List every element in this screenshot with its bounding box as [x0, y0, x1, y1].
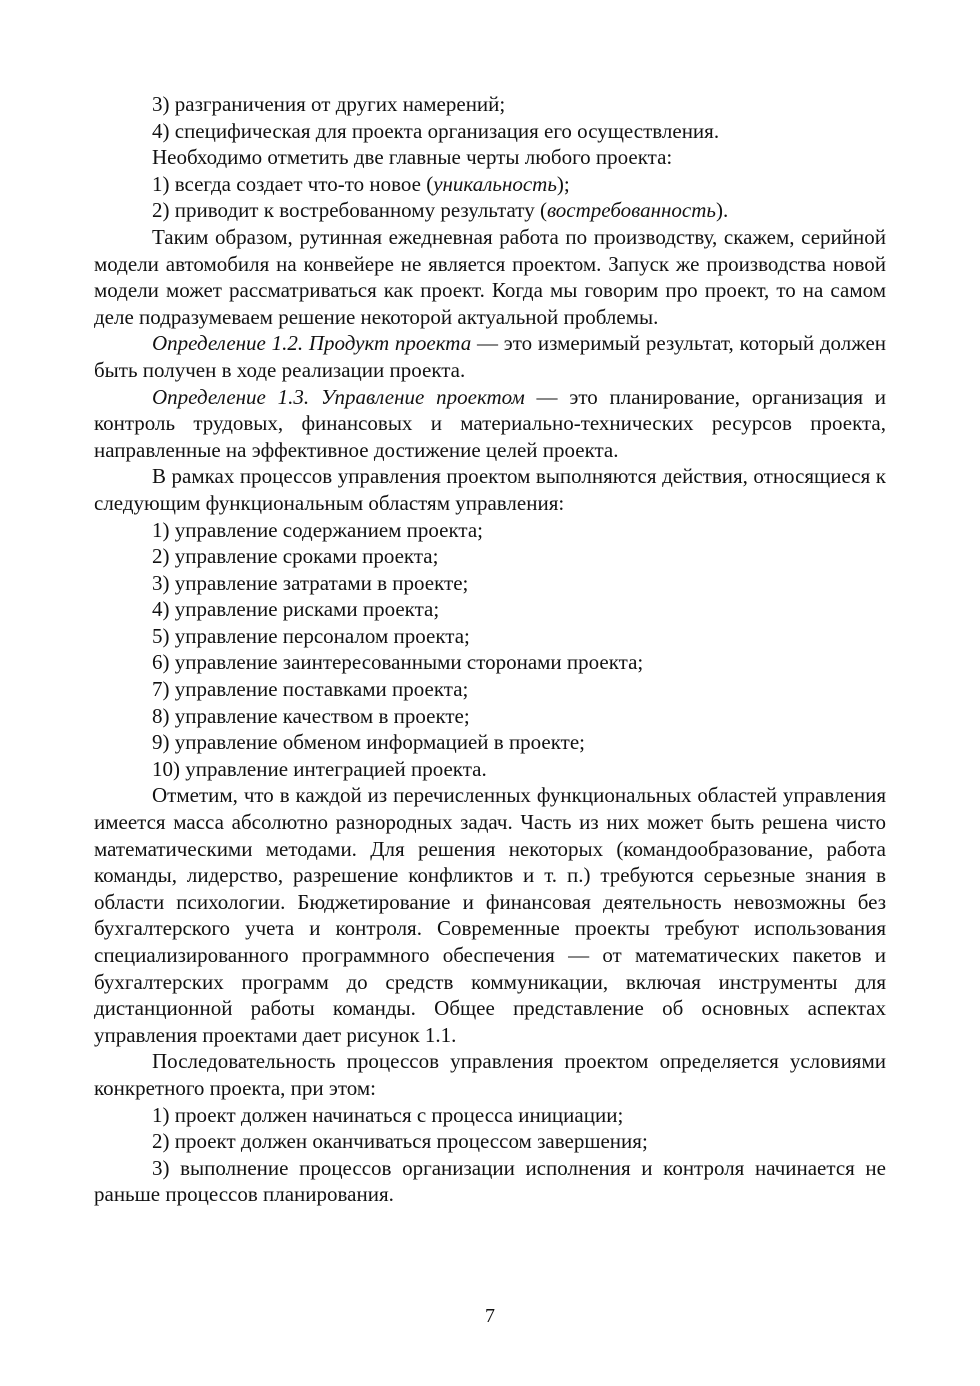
paragraph-sequence-intro: Последовательность процессов управления проектом определяется условиями конкретного проекта, при этом:: [94, 1049, 886, 1100]
list-item: 2) управление сроками проекта;: [152, 544, 439, 569]
definition-1-2: Определение 1.2. Продукт проекта — это измеримый результат, который должен быть получен в ходе реализации проекта.: [94, 331, 887, 382]
list-item: 4) специфическая для проекта организация его осуществления.: [152, 118, 720, 143]
paragraph-areas-intro: В рамках процессов управления проектом выполняются действия, относящиеся к следующим функциональным областям управления:: [94, 464, 886, 515]
list-item: 9) управление обменом информацией в проекте;: [152, 730, 586, 755]
list-item: 7) управление поставками проекта;: [152, 677, 469, 702]
list-item: 2) проект должен оканчиваться процессом завершения;: [152, 1129, 648, 1154]
page-body: [94, 91, 886, 1208]
definition-term: Определение 1.2. Продукт проекта: [152, 331, 472, 356]
list-item: 3) управление затратами в проекте;: [152, 570, 469, 595]
list-item: 1) управление содержанием проекта;: [152, 517, 484, 542]
term-demand: востребованность: [546, 198, 716, 223]
paragraph-routine: Таким образом, рутинная ежедневная работа по производству, скажем, серийной модели автомобиля на конвейере не является проектом. Запуск же производства новой модели может рассматриваться как проект. Когда мы говорим про проект, то на самом деле подразумеваем решение некоторой актуальной проблемы.: [94, 224, 886, 329]
paragraph-tasks: Отметим, что в каждой из перечисленных функциональных областей управления имеется масса абсолютно разнородных задач. Часть из них может быть решена чисто математическими методами. Для решения некоторых (командообразование, работа команды, лидерство, разрешение конфликтов и т. п.) требуются серьезные знания в области психологии. Бюджетирование и финансовая деятельность невозможны без бухгалтерского учета и контроля. Современные проекты требуют использования специализированного программного обеспечения — от математических пакетов и бухгалтерских программ до средств коммуникации, включая инструменты для дистанционной работы команды. Общее представление об основных аспектах управления проектами дает рисунок 1.1.: [94, 783, 886, 1047]
definition-1-3: Определение 1.3. Управление проектом — это планирование, организация и контроль трудовых, финансовых и материально-технических ресурсов проекта, направленные на эффективное достижение целей проекта.: [94, 384, 886, 462]
list-item: 6) управление заинтересованными сторонами проекта;: [152, 650, 644, 675]
page-number: 7: [485, 1305, 495, 1327]
list-item: 10) управление интеграцией проекта.: [152, 756, 487, 781]
list-item: 3) разграничения от других намерений;: [152, 92, 506, 116]
term-uniqueness: уникальность: [433, 171, 557, 196]
list-item: 5) управление персоналом проекта;: [152, 623, 470, 648]
list-item: 3) выполнение процессов организации исполнения и контроля начинается не раньше процессов планирования.: [94, 1155, 886, 1207]
list-item: 8) управление качеством в проекте;: [152, 703, 470, 728]
list-item: 4) управление рисками проекта;: [152, 597, 440, 622]
feature-item-1: 1) всегда создает что-то новое (уникальность);: [152, 171, 570, 196]
features-intro: Необходимо отметить две главные черты любого проекта:: [152, 145, 673, 170]
definition-term: Определение 1.3. Управление проектом: [152, 384, 525, 409]
list-item: 1) проект должен начинаться с процесса инициации;: [152, 1102, 624, 1127]
feature-item-2: 2) приводит к востребованному результату (востребованность).: [152, 198, 729, 223]
